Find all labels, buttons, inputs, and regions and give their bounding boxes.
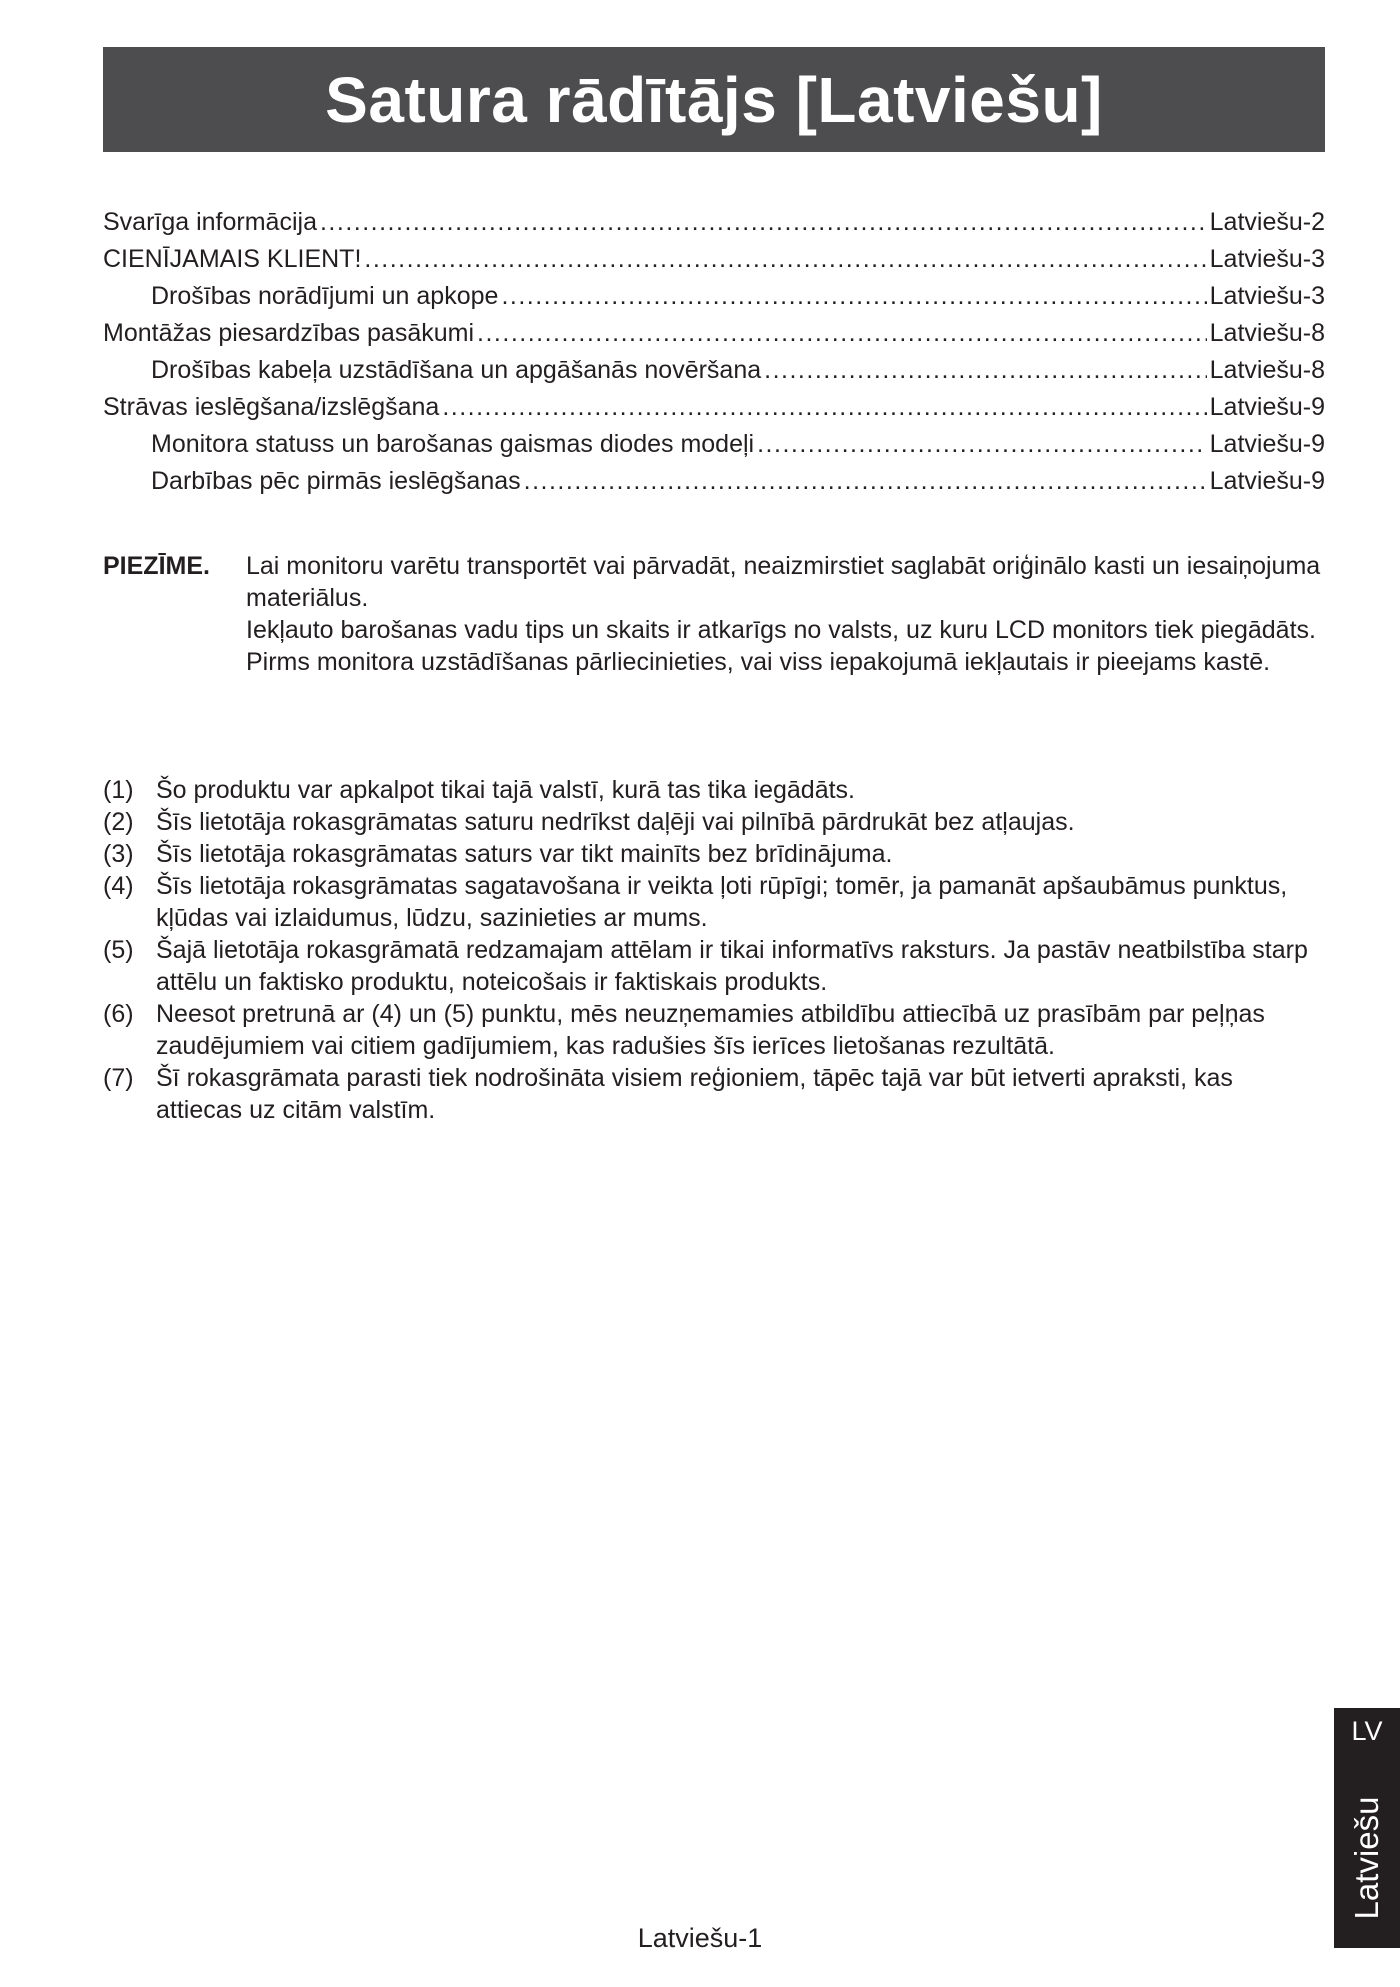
language-name: Latviešu [1348, 1796, 1385, 1920]
list-item-number: (6) [103, 1000, 134, 1028]
note-line: Pirms monitora uzstādīšanas pārliecinieties, vai viss iepakojumā iekļautais ir pieejams kastē. [246, 648, 1271, 676]
note-line: Lai monitoru varētu transportēt vai pārvadāt, neaizmirstiet saglabāt oriģinālo kasti un iesaiņojuma materiālus. [246, 552, 1321, 612]
list-item-text: Šīs lietotāja rokasgrāmatas sagatavošana ir veikta ļoti rūpīgi; tomēr, ja pamanāt apšaubāmus punktus, kļūdas vai izlaidumus, lūdzu, sazinieties ar mums. [156, 872, 1288, 932]
list-item-number: (2) [103, 808, 134, 836]
toc-dot-leader [757, 426, 1207, 463]
list-item [103, 998, 1325, 1062]
list-item-text: Šīs lietotāja rokasgrāmatas saturs var tikt mainīts bez brīdinājuma. [156, 840, 893, 868]
toc-dot-leader [501, 278, 1206, 315]
list-item-text: Neesot pretrunā ar (4) un (5) punktu, mēs neuzņemamies atbildību attiecībā uz prasībām par peļņas zaudējumiem vai citiem gadījumiem, kas radušies šīs ierīces lietošanas rezultātā. [156, 1000, 1265, 1060]
note-label: PIEZĪME. [103, 552, 210, 580]
language-side-tab [1334, 1708, 1400, 1948]
note-block [103, 550, 1325, 678]
toc-dot-leader [764, 352, 1207, 389]
toc-entry-page: Latviešu-8 [1209, 356, 1325, 384]
numbered-list [103, 774, 1325, 1126]
toc-entry-page: Latviešu-9 [1209, 430, 1325, 458]
list-item [103, 870, 1325, 934]
toc-entry-label: Drošības norādījumi un apkope [151, 282, 499, 310]
list-item [103, 838, 1325, 870]
toc-dot-leader [524, 463, 1207, 500]
toc-entry-page: Latviešu-8 [1209, 319, 1325, 347]
list-item-number: (5) [103, 936, 134, 964]
list-item-text: Šī rokasgrāmata parasti tiek nodrošināta visiem reģioniem, tāpēc tajā var būt ietverti apraksti, kas attiecas uz citām valstīm. [156, 1064, 1233, 1124]
list-item [103, 774, 1325, 806]
toc-entry-label: CIENĪJAMAIS KLIENT! [103, 245, 362, 273]
list-item-text: Šīs lietotāja rokasgrāmatas saturu nedrīkst daļēji vai pilnībā pārdrukāt bez atļaujas. [156, 808, 1075, 836]
toc-entry-label: Monitora statuss un barošanas gaismas diodes modeļi [151, 430, 755, 458]
page-number: Latviešu-1 [637, 1923, 763, 1953]
toc-subentry[interactable] [103, 463, 1325, 500]
toc-entry-label: Drošības kabeļa uzstādīšana un apgāšanās novēršana [151, 356, 762, 384]
list-item-number: (3) [103, 840, 134, 868]
toc-entry-page: Latviešu-3 [1209, 245, 1325, 273]
toc-subentry[interactable] [103, 426, 1325, 463]
toc-dot-leader [477, 315, 1207, 352]
table-of-contents [103, 204, 1325, 500]
toc-dot-leader [364, 241, 1206, 278]
toc-entry[interactable] [103, 241, 1325, 278]
toc-entry-label: Svarīga informācija [103, 208, 317, 236]
toc-entry[interactable] [103, 315, 1325, 352]
list-item-text: Šo produktu var apkalpot tikai tajā valstī, kurā tas tika iegādāts. [156, 776, 855, 804]
toc-entry-page: Latviešu-9 [1209, 467, 1325, 495]
toc-subentry[interactable] [103, 278, 1325, 315]
list-item-number: (4) [103, 872, 134, 900]
toc-entry-page: Latviešu-3 [1209, 282, 1325, 310]
toc-dot-leader [320, 204, 1207, 241]
list-item-number: (1) [103, 776, 134, 804]
list-item-text: Šajā lietotāja rokasgrāmatā redzamajam attēlam ir tikai informatīvs raksturs. Ja pastāv neatbilstība starp attēlu un faktisko produktu, noteicošais ir faktiskais produkts. [156, 936, 1308, 996]
list-item [103, 806, 1325, 838]
toc-entry-label: Montāžas piesardzības pasākumi [103, 319, 475, 347]
toc-entry-page: Latviešu-2 [1209, 208, 1325, 236]
list-item-number: (7) [103, 1064, 134, 1092]
list-item [103, 934, 1325, 998]
language-code: LV [1351, 1716, 1383, 1746]
toc-subentry[interactable] [103, 352, 1325, 389]
toc-entry[interactable] [103, 204, 1325, 241]
note-line: Iekļauto barošanas vadu tips un skaits ir atkarīgs no valsts, uz kuru LCD monitors tiek piegādāts. [246, 616, 1316, 644]
toc-entry-label: Strāvas ieslēgšana/izslēgšana [103, 393, 440, 421]
toc-entry[interactable] [103, 389, 1325, 426]
note-body [246, 550, 1325, 678]
page-title: Satura rādītājs [Latviešu] [325, 63, 1103, 136]
toc-entry-label: Darbības pēc pirmās ieslēgšanas [151, 467, 521, 495]
toc-dot-leader [442, 389, 1206, 426]
toc-entry-page: Latviešu-9 [1209, 393, 1325, 421]
title-bar [103, 47, 1325, 152]
list-item [103, 1062, 1325, 1126]
